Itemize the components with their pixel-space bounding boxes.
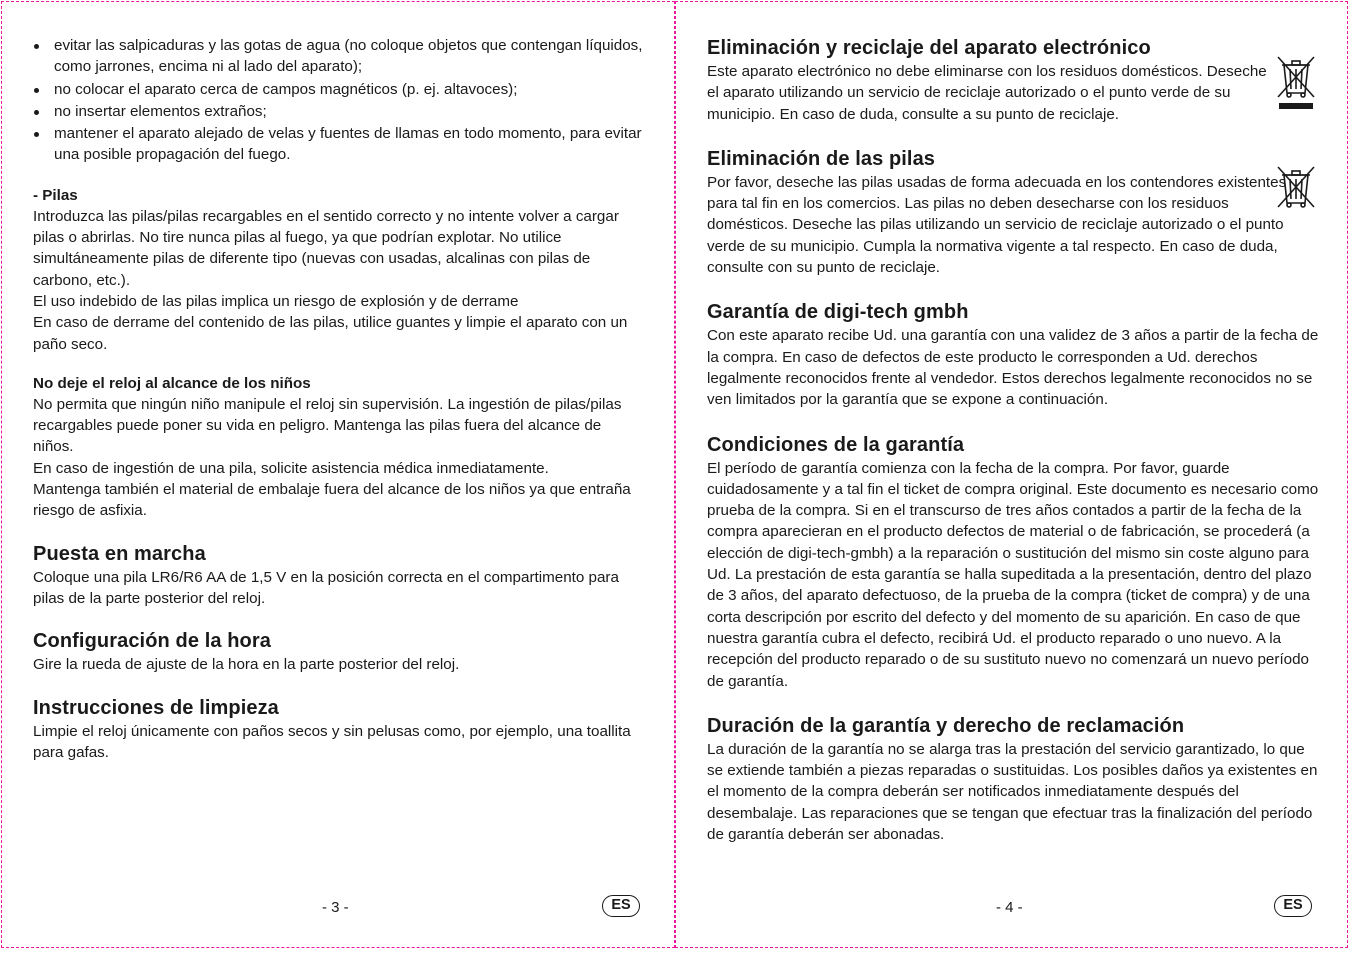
puesta-heading: Puesta en marcha [33, 542, 206, 565]
weee-bin-svg [1275, 53, 1317, 111]
section-elim-pilas [707, 147, 1319, 278]
pilas-subheading: - Pilas [33, 186, 78, 204]
right-content [707, 36, 1319, 845]
language-badge: ES [602, 895, 640, 917]
hora-heading: Configuración de la hora [33, 630, 271, 653]
pilas-paragraph: En caso de derrame del contenido de las pilas, utilice guantes y limpie el aparato con un paño seco. [33, 314, 628, 353]
pilas-paragraph: El uso indebido de las pilas implica un riesgo de explosión y de derrame [33, 292, 519, 310]
limpieza-heading: Instrucciones de limpieza [33, 696, 279, 719]
page-right [675, 1, 1348, 948]
duracion-paragraph: La duración de la garantía no se alarga tras la prestación del servicio garantizado, lo que se extiende también a piezas reparadas o sustituidas. Los posibles daños ya existentes en el momento de la compra deberán ser notificados inmediatamente después del desembalaje. Las reparaciones que se tengan que efectuar tras la finalización del período de garantía deberán ser abonadas. [707, 740, 1318, 844]
weee-crossed-bin-icon [1275, 53, 1317, 116]
ninos-paragraph: Mantenga también el material de embalaje fuera del alcance de los niños ya que entraña riesgo de asfixia. [33, 481, 631, 520]
left-content [33, 35, 644, 763]
section-elim-aparato [707, 36, 1319, 125]
bullet-item: mantener el aparato alejado de velas y fuentes de llamas en todo momento, para evitar una posible propagación del fuego. [33, 123, 644, 166]
garantia-paragraph: Con este aparato recibe Ud. una garantía con una validez de 3 años a partir de la fecha de la compra. En caso de defectos de este producto le corresponden a Ud. derechos legalmente reconocidos frente al vendedor. Estos derechos legalmente reconocidos no se ven limitados por la garantía que se expone a continuación. [707, 327, 1319, 409]
elim-aparato-paragraph: Este aparato electrónico no debe eliminarse con los residuos domésticos. Deseche el aparato utilizando un servicio de reciclaje autorizado o el punto verde de su municipio. En caso de duda, consulte a su punto de reciclaje. [707, 63, 1267, 123]
bullet-item: no colocar el aparato cerca de campos magnéticos (p. ej. altavoces); [33, 79, 644, 100]
elim-pilas-paragraph: Por favor, deseche las pilas usadas de forma adecuada en los contendores existentes para tal fin en los comercios. Las pilas no deben desecharse con los residuos domésticos. Deseche las pilas utilizando un servicio de reciclaje autorizado o el punto verde de su municipio. Cumpla la normativa vigente a tal respecto. En caso de duda, consulte con su punto de reciclaje. [707, 173, 1287, 277]
duracion-heading: Duración de la garantía y derecho de reclamación [707, 714, 1185, 737]
battery-crossed-bin-icon [1275, 163, 1317, 214]
safety-bullet-list [33, 35, 644, 166]
elim-pilas-heading: Eliminación de las pilas [707, 147, 936, 170]
battery-bin-svg [1275, 163, 1317, 209]
page-number: - 4 - [996, 899, 1023, 916]
pilas-paragraph: Introduzca las pilas/pilas recargables en el sentido correcto y no intente volver a cargar pilas o abrirlas. No tire nunca pilas al fuego, ya que podrían explotar. No utilice simultáneamente pilas de diferente tipo (nuevas con usadas, alcalinas con pilas de carbono, etc.). [33, 207, 619, 289]
elim-aparato-heading: Eliminación y reciclaje del aparato electrónico [707, 37, 1151, 59]
ninos-paragraph: No permita que ningún niño manipule el reloj sin supervisión. La ingestión de pilas/pilas recargables puede poner su vida en peligro. Mantenga las pilas fuera del alcance de niños. [33, 395, 622, 456]
puesta-paragraph: Coloque una pila LR6/R6 AA de 1,5 V en la posición correcta en el compartimento para pilas de la parte posterior del reloj. [33, 568, 619, 607]
bullet-item: no insertar elementos extraños; [33, 101, 644, 122]
page-left [1, 1, 675, 948]
page-number: - 3 - [322, 899, 349, 916]
bullet-item: evitar las salpicaduras y las gotas de agua (no coloque objetos que contengan líquidos, como jarrones, encima ni al lado del aparato); [33, 35, 644, 78]
limpieza-paragraph: Limpie el reloj únicamente con paños secos y sin pelusas como, por ejemplo, una toallita para gafas. [33, 722, 631, 761]
garantia-heading: Garantía de digi-tech gmbh [707, 301, 969, 324]
ninos-paragraph: En caso de ingestión de una pila, solicite asistencia médica inmediatamente. [33, 459, 549, 477]
language-badge: ES [1274, 895, 1312, 917]
condiciones-heading: Condiciones de la garantía [707, 433, 965, 456]
hora-paragraph: Gire la rueda de ajuste de la hora en la parte posterior del reloj. [33, 656, 460, 674]
ninos-subheading: No deje el reloj al alcance de los niños [33, 374, 311, 392]
condiciones-paragraph: El período de garantía comienza con la fecha de la compra. Por favor, guarde cuidadosamente y a tal fin el ticket de compra original. Este documento es necesario como prueba de la compra. Si en el transcurso de tres años contados a partir de la fecha de la compra aparecieran en el producto defectos de material o de fabricación, se procederá (a elección de digi-tech-gmbh) a la reparación o sustitución del mismo sin coste alguno para Ud. La prestación de esta garantía se halla supeditada a la presentación, dentro del plazo de 3 años, del aparato defectuoso, de la prueba de la compra (ticket de compra) y de una corta descripción por escrito del defecto y del momento de su aparición. En caso de que nuestra garantía cubra el defecto, recibirá Ud. el producto reparado o uno nuevo. A la recepción del producto reparado o de su sustituto nuevo no comenzará un nuevo período de garantía. [707, 459, 1319, 690]
